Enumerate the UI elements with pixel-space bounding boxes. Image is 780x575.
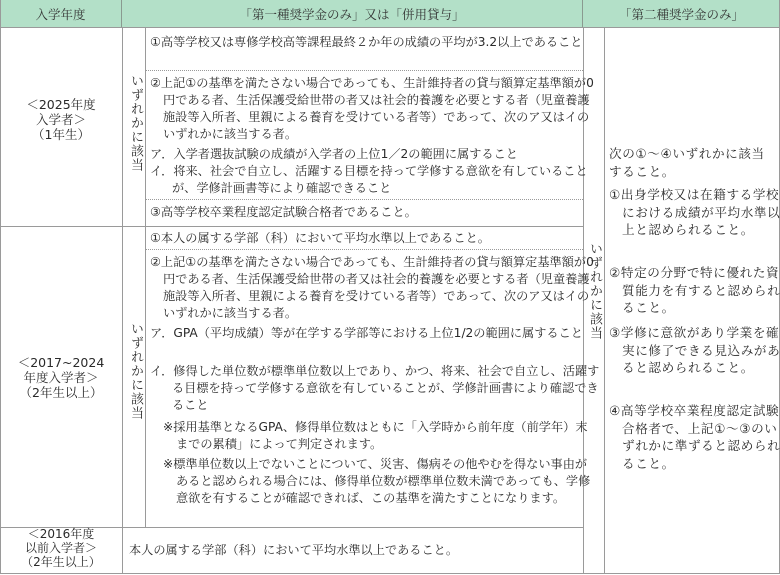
type2-item: ②特定の分野で特に優れた資質能力を有すると認められること。 bbox=[609, 265, 780, 315]
dotted-divider bbox=[146, 249, 583, 250]
criterion-item: ②上記①の基準を満たさない場合であっても、生計維持者の貸与額算定基準額が0円である者、生活保護受給世帯の者又は社会的養護を必要とする者（児童養護施設等入所者、里親による養育を受けている者等）であって、次のア又はイのいずれかに該当する者。 bbox=[150, 255, 594, 320]
year-cell-2016 bbox=[0, 527, 122, 569]
criterion-item: イ．将来、社会で自立し、活躍する目標を持って学修する意欲を有していることが、学修計画書等により確認できること bbox=[150, 164, 588, 195]
year-line: （2年生以上） bbox=[21, 555, 101, 569]
dotted-divider bbox=[146, 70, 583, 71]
year-line: 以前入学者＞ bbox=[24, 541, 97, 555]
divider bbox=[145, 27, 146, 527]
header-year bbox=[0, 0, 122, 27]
dotted-divider bbox=[146, 199, 583, 200]
criterion-item: ③高等学校卒業程度認定試験合格者であること。 bbox=[150, 205, 417, 219]
criterion-item: ②上記①の基準を満たさない場合であっても、生計維持者の貸与額算定基準額が0円である者、生活保護受給世帯の者又は社会的養護を必要とする者（児童養護施設等入所者、里親による養育を受けている者等）であって、次のア又はイのいずれかに該当する者。 bbox=[150, 76, 594, 141]
divider bbox=[122, 27, 123, 574]
condition-label: いずれかに該当 bbox=[128, 74, 143, 172]
header-type1 bbox=[122, 0, 583, 27]
divider bbox=[0, 27, 780, 28]
divider bbox=[0, 573, 780, 574]
header-type2 bbox=[583, 0, 780, 27]
condition-label: いずれかに該当 bbox=[128, 322, 143, 420]
year-line: ＜2016年度 bbox=[27, 527, 95, 541]
type2-item: ④高等学校卒業程度認定試験合格者で、上記①～③のいずれかに準ずると認められること。 bbox=[609, 403, 780, 471]
note-item: ※標準単位数以上でないことについて、災害、傷病その他やむを得ない事由があると認められる場合には、修得単位数が標準単位数未満であっても、学修意欲を有することが確認できれば、この基準を満たすことになります。 bbox=[163, 457, 591, 505]
year-line: （2年生以上） bbox=[19, 385, 103, 400]
criterion-text: 本人の属する学部（科）において平均水準以上であること。 bbox=[129, 543, 459, 557]
year-cell-2017-2024 bbox=[0, 355, 122, 400]
criterion-item: ①高等学校又は専修学校高等課程最終２か年の成績の平均が3.2以上であること bbox=[150, 35, 583, 49]
year-cell-2025 bbox=[0, 97, 122, 142]
type2-item: ③学修に意欲があり学業を確実に修了できる見込みがあると認められること。 bbox=[609, 325, 780, 375]
divider bbox=[0, 226, 583, 227]
year-line: （1年生） bbox=[32, 127, 90, 142]
header-type1-label: 「第一種奨学金のみ」又は「併用貸与」 bbox=[239, 6, 465, 22]
criterion-item: ア．GPA（平均成績）等が在学する学部等における上位1/2の範囲に属すること bbox=[150, 326, 583, 340]
condition-label: いずれかに該当 bbox=[587, 242, 602, 340]
divider bbox=[0, 0, 1, 574]
criterion-item: ア．入学者選抜試験の成績が入学者の上位1／2の範囲に属すること bbox=[150, 147, 518, 161]
type2-intro: 次の①～④いずれかに該当すること。 bbox=[609, 146, 765, 179]
header-year-label: 入学年度 bbox=[35, 6, 86, 22]
year-line: ＜2025年度 bbox=[26, 97, 96, 112]
header-type2-label: 「第二種奨学金のみ」 bbox=[618, 6, 744, 22]
type2-item: ①出身学校又は在籍する学校における成績が平均水準以上と認められること。 bbox=[609, 187, 780, 237]
year-line: 年度入学者＞ bbox=[23, 370, 99, 385]
criterion-item: イ．修得した単位数が標準単位数以上であり、かつ、将来、社会で自立し、活躍する目標を持って学修する意欲を有していることが、学修計画書により確認できること bbox=[150, 364, 600, 412]
year-line: ＜2017~2024 bbox=[17, 355, 105, 370]
year-line: 入学者＞ bbox=[35, 112, 86, 127]
note-item: ※採用基準となるGPA、修得単位数はともに「入学時から前年度（前学年）末までの累積」によって判定されます。 bbox=[163, 420, 588, 451]
criterion-item: ①本人の属する学部（科）において平均水準以上であること。 bbox=[150, 231, 490, 245]
divider bbox=[604, 27, 605, 574]
